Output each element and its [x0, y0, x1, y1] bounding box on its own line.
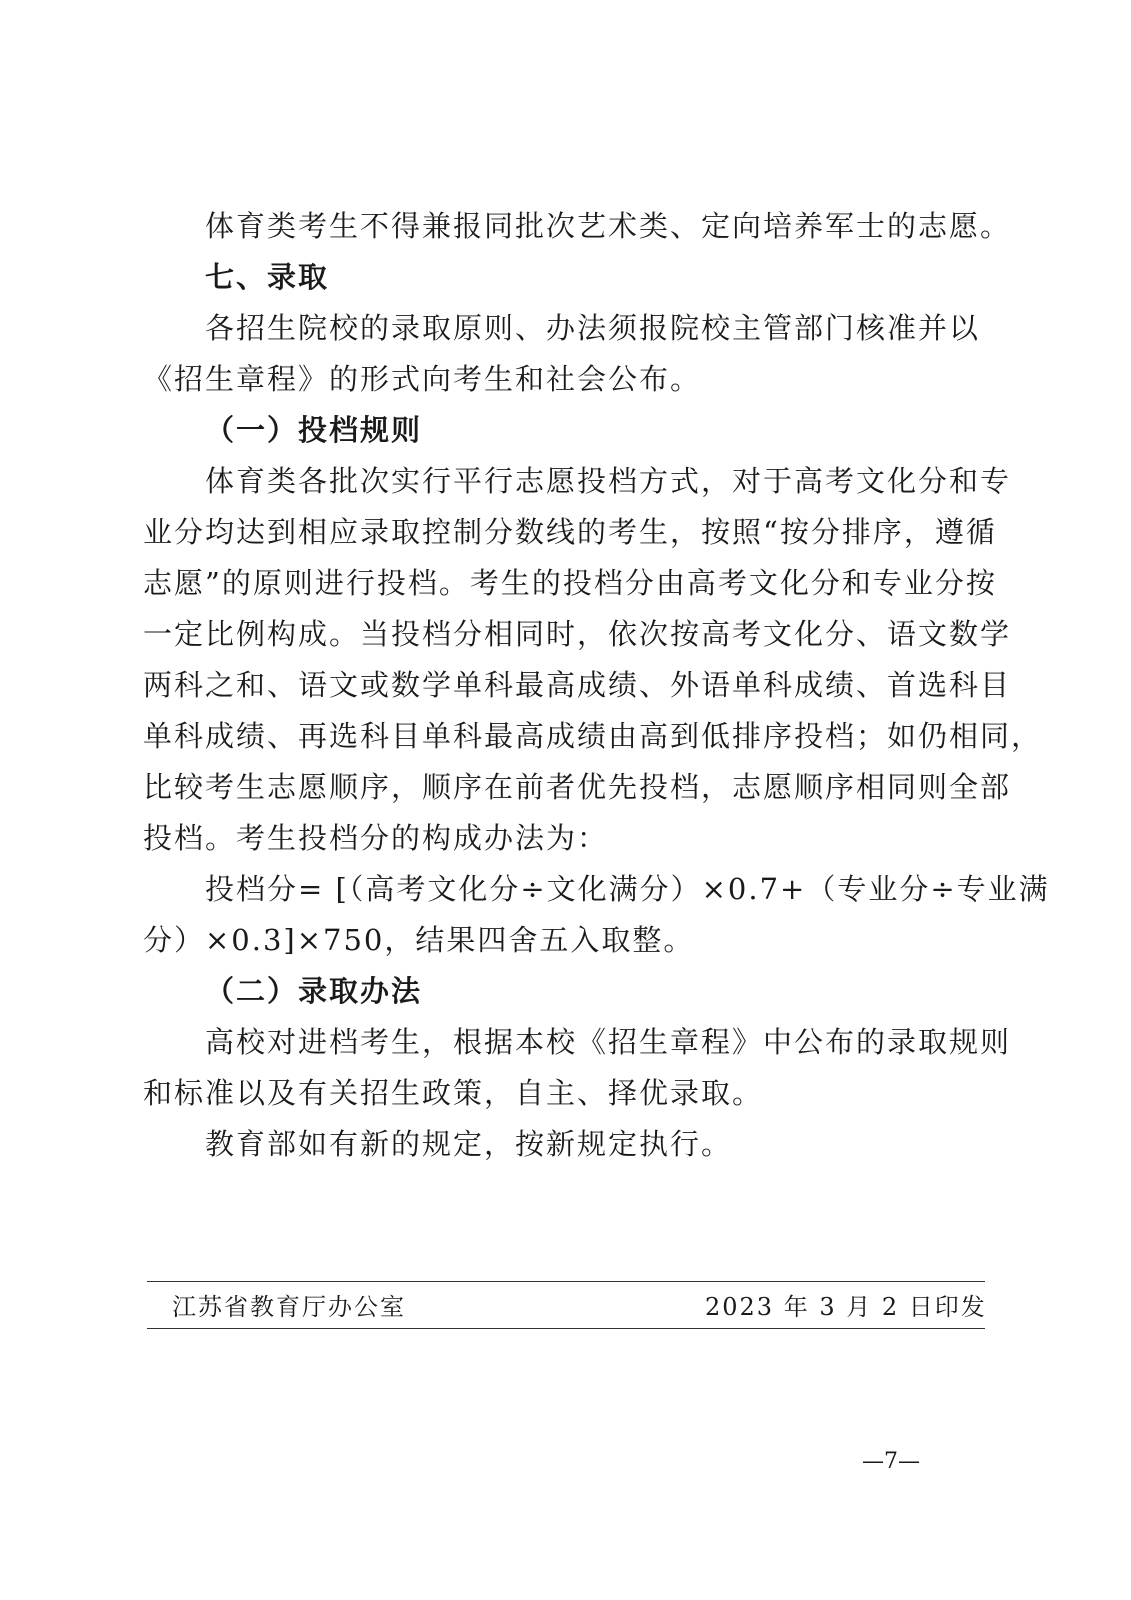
body-line: 各招生院校的录取原则、办法须报院校主管部门核准并以 — [205, 311, 981, 345]
body-line: 业分均达到相应录取控制分数线的考生，按照“按分排序，遵循 — [143, 515, 997, 549]
body-line: 单科成绩、再选科目单科最高成绩由高到低排序投档；如仍相同， — [143, 719, 1043, 753]
body-line: 比较考生志愿顺序，顺序在前者优先投档，志愿顺序相同则全部 — [143, 770, 1012, 804]
page-number: —7— — [862, 1449, 920, 1474]
body-line: 两科之和、语文或数学单科最高成绩、外语单科成绩、首选科目 — [143, 668, 1012, 702]
body-line: 和标准以及有关招生政策，自主、择优录取。 — [143, 1076, 764, 1110]
footer-top-rule — [147, 1281, 985, 1282]
body-line: 高校对进档考生，根据本校《招生章程》中公布的录取规则 — [205, 1025, 1012, 1059]
issuing-office: 江苏省教育厅办公室 — [172, 1293, 406, 1321]
subsection-title: （一）投档规则 — [205, 413, 423, 447]
body-line: 投档。考生投档分的构成办法为： — [143, 821, 609, 855]
body-line: 体育类各批次实行平行志愿投档方式，对于高考文化分和专 — [205, 464, 1012, 498]
formula-line: 投档分= [（高考文化分÷文化满分）×0.7+（专业分÷专业满 — [205, 872, 1050, 906]
section-title: 七、录取 — [205, 260, 330, 294]
body-line: 一定比例构成。当投档分相同时，依次按高考文化分、语文数学 — [143, 617, 1012, 651]
subsection-title: （二）录取办法 — [205, 974, 423, 1008]
body-line: 志愿”的原则进行投档。考生的投档分由高考文化分和专业分按 — [143, 566, 997, 600]
footer-bottom-rule — [147, 1328, 985, 1329]
body-line: 体育类考生不得兼报同批次艺术类、定向培养军士的志愿。 — [205, 209, 1012, 243]
body-line: 《招生章程》的形式向考生和社会公布。 — [143, 362, 702, 396]
issue-date: 2023 年 3 月 2 日印发 — [705, 1293, 987, 1321]
body-line: 教育部如有新的规定，按新规定执行。 — [205, 1127, 733, 1161]
formula-line: 分）×0.3]×750，结果四舍五入取整。 — [143, 923, 695, 957]
